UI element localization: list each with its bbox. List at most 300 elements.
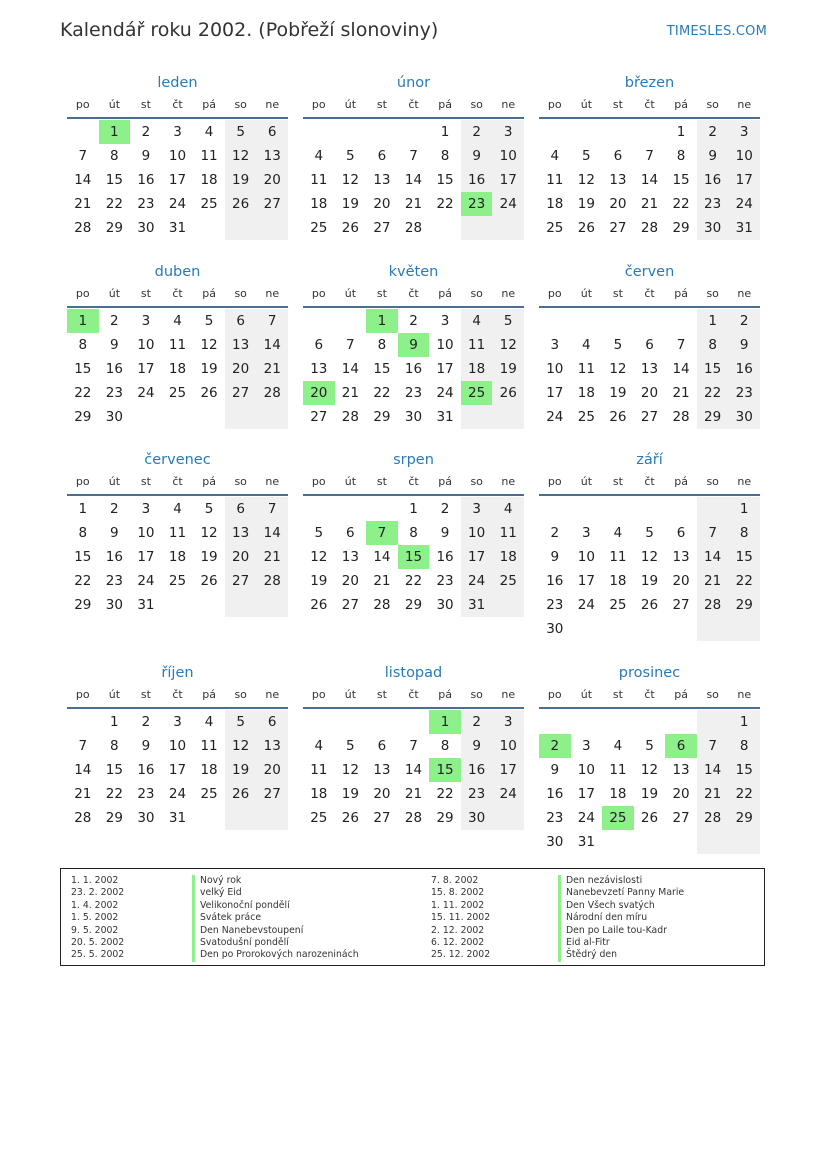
day-cell[interactable]: 6 [676, 525, 686, 541]
day-cell[interactable]: 5 [225, 120, 257, 144]
day-cell[interactable]: 26 [341, 220, 359, 236]
day-cell[interactable]: 7 [409, 738, 418, 754]
day-cell[interactable]: 25 [310, 220, 328, 236]
day-cell[interactable]: 8 [377, 337, 387, 353]
day-cell[interactable]: 27 [609, 220, 627, 236]
day-cell[interactable]: 22 [373, 385, 391, 401]
day-cell[interactable]: 11 [168, 525, 187, 541]
day-cell[interactable]: 12 [577, 172, 595, 188]
day-cell[interactable]: 18 [492, 545, 524, 569]
day-cell[interactable]: 3 [582, 525, 591, 541]
day-cell[interactable]: 26 [492, 381, 524, 405]
day-cell[interactable]: 17 [168, 762, 187, 778]
day-cell[interactable]: 5 [314, 525, 324, 541]
day-cell[interactable]: 27 [672, 597, 690, 613]
day-cell[interactable]: 7 [78, 148, 88, 164]
day-cell[interactable]: 15 [429, 758, 461, 782]
day-cell[interactable]: 8 [440, 148, 450, 164]
day-cell[interactable]: 12 [310, 549, 328, 565]
day-cell[interactable]: 5 [582, 148, 591, 164]
day-cell[interactable]: 1 [728, 710, 760, 734]
day-cell[interactable]: 22 [436, 196, 454, 212]
day-cell[interactable]: 11 [461, 333, 493, 357]
day-cell[interactable]: 9 [141, 738, 151, 754]
day-cell[interactable]: 2 [110, 501, 119, 517]
day-cell[interactable]: 6 [225, 497, 257, 521]
day-cell[interactable]: 5 [613, 337, 623, 353]
day-cell[interactable]: 21 [404, 196, 423, 212]
day-cell[interactable]: 20 [373, 786, 391, 802]
day-cell[interactable]: 22 [672, 196, 690, 212]
day-cell[interactable]: 31 [436, 409, 454, 425]
day-cell[interactable]: 7 [676, 337, 686, 353]
day-cell[interactable]: 27 [341, 597, 359, 613]
day-cell[interactable]: 6 [256, 120, 288, 144]
day-cell[interactable]: 26 [310, 597, 328, 613]
day-cell[interactable]: 9 [550, 549, 560, 565]
day-cell[interactable]: 28 [256, 569, 288, 593]
day-cell[interactable]: 2 [440, 501, 450, 517]
day-cell[interactable]: 21 [256, 545, 288, 569]
day-cell[interactable]: 17 [492, 168, 524, 192]
day-cell[interactable]: 21 [256, 357, 288, 381]
day-cell[interactable]: 2 [550, 525, 560, 541]
day-cell[interactable]: 23 [137, 196, 155, 212]
day-cell[interactable]: 23 [461, 192, 493, 216]
day-cell[interactable]: 15 [74, 361, 92, 377]
day-cell[interactable]: 17 [436, 361, 454, 377]
day-cell[interactable]: 26 [577, 220, 595, 236]
day-cell[interactable]: 28 [640, 220, 659, 236]
day-cell[interactable]: 28 [697, 806, 729, 830]
day-cell[interactable]: 30 [137, 220, 155, 236]
day-cell[interactable]: 1 [697, 309, 729, 333]
day-cell[interactable]: 19 [225, 758, 257, 782]
day-cell[interactable]: 28 [697, 593, 729, 617]
day-cell[interactable]: 13 [373, 172, 391, 188]
day-cell[interactable]: 23 [105, 573, 123, 589]
day-cell[interactable]: 19 [200, 549, 218, 565]
day-cell[interactable]: 15 [105, 762, 123, 778]
day-cell[interactable]: 26 [200, 385, 218, 401]
day-cell[interactable]: 6 [377, 148, 387, 164]
day-cell[interactable]: 16 [461, 168, 493, 192]
day-cell[interactable]: 16 [105, 361, 123, 377]
day-cell[interactable]: 30 [137, 810, 155, 826]
day-cell[interactable]: 11 [609, 549, 627, 565]
day-cell[interactable]: 30 [697, 216, 729, 240]
day-cell[interactable]: 4 [492, 497, 524, 521]
day-cell[interactable]: 23 [461, 782, 493, 806]
day-cell[interactable]: 3 [582, 738, 591, 754]
day-cell[interactable]: 27 [373, 810, 391, 826]
day-cell[interactable]: 25 [577, 409, 595, 425]
day-cell[interactable]: 19 [310, 573, 328, 589]
day-cell[interactable]: 26 [225, 782, 257, 806]
day-cell[interactable]: 28 [256, 381, 288, 405]
day-cell[interactable]: 3 [461, 497, 493, 521]
day-cell[interactable]: 29 [728, 806, 760, 830]
day-cell[interactable]: 8 [728, 734, 760, 758]
day-cell[interactable]: 20 [303, 381, 335, 405]
day-cell[interactable]: 25 [461, 381, 493, 405]
day-cell[interactable]: 1 [409, 501, 418, 517]
day-cell[interactable]: 24 [728, 192, 760, 216]
day-cell[interactable]: 22 [436, 786, 454, 802]
day-cell[interactable]: 20 [672, 786, 690, 802]
day-cell[interactable]: 10 [137, 525, 155, 541]
day-cell[interactable]: 5 [346, 148, 355, 164]
day-cell[interactable]: 17 [577, 786, 595, 802]
day-cell[interactable]: 10 [436, 337, 454, 353]
day-cell[interactable]: 14 [404, 172, 423, 188]
day-cell[interactable]: 4 [173, 313, 182, 329]
day-cell[interactable]: 7 [346, 337, 355, 353]
day-cell[interactable]: 23 [697, 192, 729, 216]
day-cell[interactable]: 9 [461, 144, 493, 168]
day-cell[interactable]: 11 [492, 521, 524, 545]
day-cell[interactable]: 25 [492, 569, 524, 593]
day-cell[interactable]: 23 [436, 573, 454, 589]
day-cell[interactable]: 11 [200, 738, 218, 754]
day-cell[interactable]: 3 [728, 120, 760, 144]
day-cell[interactable]: 8 [110, 738, 119, 754]
day-cell[interactable]: 22 [105, 786, 123, 802]
day-cell[interactable]: 12 [225, 734, 257, 758]
day-cell[interactable]: 15 [105, 172, 123, 188]
day-cell[interactable]: 13 [672, 762, 690, 778]
day-cell[interactable]: 13 [256, 144, 288, 168]
day-cell[interactable]: 21 [640, 196, 659, 212]
day-cell[interactable]: 10 [168, 148, 187, 164]
day-cell[interactable]: 19 [577, 196, 595, 212]
day-cell[interactable]: 7 [366, 521, 398, 545]
day-cell[interactable]: 18 [200, 762, 218, 778]
day-cell[interactable]: 9 [550, 762, 560, 778]
day-cell[interactable]: 23 [105, 385, 123, 401]
day-cell[interactable]: 7 [256, 497, 288, 521]
day-cell[interactable]: 1 [366, 309, 398, 333]
day-cell[interactable]: 3 [141, 501, 151, 517]
day-cell[interactable]: 12 [200, 337, 218, 353]
day-cell[interactable]: 14 [697, 545, 729, 569]
day-cell[interactable]: 4 [613, 525, 623, 541]
day-cell[interactable]: 24 [577, 597, 595, 613]
day-cell[interactable]: 28 [404, 220, 423, 236]
day-cell[interactable]: 6 [377, 738, 387, 754]
day-cell[interactable]: 10 [492, 734, 524, 758]
day-cell[interactable]: 8 [697, 333, 729, 357]
day-cell[interactable]: 26 [225, 192, 257, 216]
day-cell[interactable]: 22 [105, 196, 123, 212]
day-cell[interactable]: 20 [341, 573, 359, 589]
day-cell[interactable]: 8 [676, 148, 686, 164]
day-cell[interactable]: 18 [609, 573, 627, 589]
day-cell[interactable]: 31 [168, 220, 187, 236]
day-cell[interactable]: 22 [697, 381, 729, 405]
day-cell[interactable]: 21 [74, 786, 92, 802]
day-cell[interactable]: 23 [728, 381, 760, 405]
day-cell[interactable]: 13 [341, 549, 359, 565]
day-cell[interactable]: 24 [577, 810, 595, 826]
day-cell[interactable]: 13 [256, 734, 288, 758]
day-cell[interactable]: 24 [461, 569, 493, 593]
day-cell[interactable]: 4 [173, 501, 182, 517]
day-cell[interactable]: 9 [398, 333, 430, 357]
day-cell[interactable]: 10 [728, 144, 760, 168]
day-cell[interactable]: 4 [550, 148, 560, 164]
day-cell[interactable]: 19 [640, 573, 659, 589]
day-cell[interactable]: 7 [697, 521, 729, 545]
day-cell[interactable]: 14 [404, 762, 423, 778]
day-cell[interactable]: 23 [404, 385, 423, 401]
day-cell[interactable]: 12 [609, 361, 627, 377]
day-cell[interactable]: 28 [672, 409, 690, 425]
day-cell[interactable]: 28 [341, 409, 359, 425]
day-cell[interactable]: 25 [310, 810, 328, 826]
day-cell[interactable]: 18 [200, 172, 218, 188]
day-cell[interactable]: 27 [672, 810, 690, 826]
day-cell[interactable]: 19 [341, 786, 359, 802]
day-cell[interactable]: 5 [204, 501, 214, 517]
day-cell[interactable]: 3 [141, 313, 151, 329]
day-cell[interactable]: 15 [398, 545, 430, 569]
day-cell[interactable]: 20 [640, 385, 659, 401]
day-cell[interactable]: 10 [461, 521, 493, 545]
day-cell[interactable]: 31 [577, 834, 595, 850]
day-cell[interactable]: 22 [74, 573, 92, 589]
day-cell[interactable]: 10 [492, 144, 524, 168]
day-cell[interactable]: 27 [256, 192, 288, 216]
day-cell[interactable]: 13 [672, 549, 690, 565]
day-cell[interactable]: 13 [609, 172, 627, 188]
day-cell[interactable]: 28 [74, 810, 92, 826]
day-cell[interactable]: 8 [110, 148, 119, 164]
day-cell[interactable]: 14 [672, 361, 690, 377]
day-cell[interactable]: 18 [168, 361, 187, 377]
day-cell[interactable]: 17 [168, 172, 187, 188]
day-cell[interactable]: 19 [609, 385, 627, 401]
day-cell[interactable]: 16 [436, 549, 454, 565]
day-cell[interactable]: 17 [577, 573, 595, 589]
day-cell[interactable]: 12 [640, 549, 659, 565]
day-cell[interactable]: 10 [577, 549, 595, 565]
day-cell[interactable]: 7 [256, 309, 288, 333]
day-cell[interactable]: 1 [728, 497, 760, 521]
day-cell[interactable]: 2 [461, 120, 493, 144]
day-cell[interactable]: 17 [137, 361, 155, 377]
day-cell[interactable]: 22 [404, 573, 423, 589]
day-cell[interactable]: 27 [640, 409, 659, 425]
day-cell[interactable]: 2 [697, 120, 729, 144]
day-cell[interactable]: 6 [613, 148, 623, 164]
day-cell[interactable]: 21 [672, 385, 690, 401]
day-cell[interactable]: 11 [310, 172, 328, 188]
day-cell[interactable]: 29 [74, 597, 92, 613]
day-cell[interactable]: 28 [404, 810, 423, 826]
day-cell[interactable]: 14 [341, 361, 359, 377]
day-cell[interactable]: 6 [665, 734, 697, 758]
day-cell[interactable]: 18 [310, 196, 328, 212]
day-cell[interactable]: 1 [440, 124, 450, 140]
day-cell[interactable]: 21 [373, 573, 391, 589]
day-cell[interactable]: 14 [74, 762, 92, 778]
day-cell[interactable]: 20 [256, 758, 288, 782]
day-cell[interactable]: 25 [609, 597, 627, 613]
day-cell[interactable]: 4 [613, 738, 623, 754]
day-cell[interactable]: 18 [577, 385, 595, 401]
brand-link[interactable]: TIMESLES.COM [666, 24, 767, 39]
day-cell[interactable]: 2 [141, 124, 151, 140]
day-cell[interactable]: 1 [78, 501, 88, 517]
day-cell[interactable]: 11 [609, 762, 627, 778]
day-cell[interactable]: 29 [436, 810, 454, 826]
day-cell[interactable]: 30 [105, 409, 123, 425]
day-cell[interactable]: 15 [728, 758, 760, 782]
day-cell[interactable]: 10 [546, 361, 564, 377]
day-cell[interactable]: 25 [200, 196, 218, 212]
day-cell[interactable]: 16 [546, 573, 564, 589]
day-cell[interactable]: 3 [492, 120, 524, 144]
day-cell[interactable]: 21 [697, 569, 729, 593]
day-cell[interactable]: 23 [546, 810, 564, 826]
day-cell[interactable]: 8 [409, 525, 418, 541]
day-cell[interactable]: 13 [225, 333, 257, 357]
day-cell[interactable]: 7 [78, 738, 88, 754]
day-cell[interactable]: 8 [440, 738, 450, 754]
day-cell[interactable]: 14 [697, 758, 729, 782]
day-cell[interactable]: 23 [137, 786, 155, 802]
day-cell[interactable]: 21 [404, 786, 423, 802]
day-cell[interactable]: 12 [225, 144, 257, 168]
day-cell[interactable]: 8 [728, 521, 760, 545]
day-cell[interactable]: 17 [137, 549, 155, 565]
day-cell[interactable]: 11 [577, 361, 595, 377]
day-cell[interactable]: 18 [609, 786, 627, 802]
day-cell[interactable]: 9 [440, 525, 450, 541]
day-cell[interactable]: 19 [225, 168, 257, 192]
day-cell[interactable]: 13 [373, 762, 391, 778]
day-cell[interactable]: 26 [341, 810, 359, 826]
day-cell[interactable]: 4 [461, 309, 493, 333]
day-cell[interactable]: 24 [546, 409, 564, 425]
day-cell[interactable]: 16 [461, 758, 493, 782]
day-cell[interactable]: 24 [492, 782, 524, 806]
day-cell[interactable]: 15 [74, 549, 92, 565]
day-cell[interactable]: 9 [461, 734, 493, 758]
day-cell[interactable]: 1 [67, 309, 99, 333]
day-cell[interactable]: 19 [492, 357, 524, 381]
day-cell[interactable]: 22 [728, 569, 760, 593]
day-cell[interactable]: 2 [110, 313, 119, 329]
day-cell[interactable]: 25 [546, 220, 564, 236]
day-cell[interactable]: 1 [110, 714, 119, 730]
day-cell[interactable]: 21 [697, 782, 729, 806]
day-cell[interactable]: 10 [168, 738, 187, 754]
day-cell[interactable]: 4 [314, 148, 324, 164]
day-cell[interactable]: 14 [256, 521, 288, 545]
day-cell[interactable]: 5 [204, 313, 214, 329]
day-cell[interactable]: 25 [168, 573, 187, 589]
day-cell[interactable]: 24 [137, 573, 155, 589]
day-cell[interactable]: 27 [310, 409, 328, 425]
day-cell[interactable]: 9 [110, 525, 119, 541]
day-cell[interactable]: 27 [225, 381, 257, 405]
day-cell[interactable]: 11 [546, 172, 564, 188]
day-cell[interactable]: 30 [728, 405, 760, 429]
day-cell[interactable]: 9 [141, 148, 151, 164]
day-cell[interactable]: 16 [105, 549, 123, 565]
day-cell[interactable]: 14 [74, 172, 92, 188]
day-cell[interactable]: 7 [409, 148, 418, 164]
day-cell[interactable]: 17 [461, 545, 493, 569]
day-cell[interactable]: 20 [373, 196, 391, 212]
day-cell[interactable]: 19 [341, 196, 359, 212]
day-cell[interactable]: 6 [256, 710, 288, 734]
day-cell[interactable]: 22 [74, 385, 92, 401]
day-cell[interactable]: 30 [546, 834, 564, 850]
day-cell[interactable]: 28 [74, 220, 92, 236]
day-cell[interactable]: 16 [137, 172, 155, 188]
day-cell[interactable]: 27 [373, 220, 391, 236]
day-cell[interactable]: 30 [546, 621, 564, 637]
day-cell[interactable]: 1 [429, 710, 461, 734]
day-cell[interactable]: 16 [137, 762, 155, 778]
day-cell[interactable]: 28 [373, 597, 391, 613]
day-cell[interactable]: 10 [577, 762, 595, 778]
day-cell[interactable]: 6 [314, 337, 324, 353]
day-cell[interactable]: 25 [602, 806, 634, 830]
day-cell[interactable]: 1 [99, 120, 131, 144]
day-cell[interactable]: 29 [697, 405, 729, 429]
day-cell[interactable]: 31 [728, 216, 760, 240]
day-cell[interactable]: 16 [728, 357, 760, 381]
day-cell[interactable]: 8 [78, 525, 88, 541]
day-cell[interactable]: 1 [676, 124, 686, 140]
day-cell[interactable]: 15 [728, 545, 760, 569]
day-cell[interactable]: 29 [373, 409, 391, 425]
day-cell[interactable]: 10 [137, 337, 155, 353]
day-cell[interactable]: 13 [225, 521, 257, 545]
day-cell[interactable]: 22 [728, 782, 760, 806]
day-cell[interactable]: 15 [436, 172, 454, 188]
day-cell[interactable]: 9 [110, 337, 119, 353]
day-cell[interactable]: 4 [314, 738, 324, 754]
day-cell[interactable]: 21 [341, 385, 359, 401]
day-cell[interactable]: 30 [404, 409, 423, 425]
day-cell[interactable]: 24 [168, 196, 187, 212]
day-cell[interactable]: 29 [105, 220, 123, 236]
day-cell[interactable]: 12 [492, 333, 524, 357]
day-cell[interactable]: 25 [168, 385, 187, 401]
day-cell[interactable]: 31 [461, 593, 493, 617]
day-cell[interactable]: 3 [173, 124, 182, 140]
day-cell[interactable]: 15 [672, 172, 690, 188]
day-cell[interactable]: 3 [173, 714, 182, 730]
day-cell[interactable]: 2 [539, 734, 571, 758]
day-cell[interactable]: 5 [492, 309, 524, 333]
day-cell[interactable]: 27 [256, 782, 288, 806]
day-cell[interactable]: 18 [168, 549, 187, 565]
day-cell[interactable]: 19 [640, 786, 659, 802]
day-cell[interactable]: 27 [225, 569, 257, 593]
day-cell[interactable]: 16 [546, 786, 564, 802]
day-cell[interactable]: 17 [492, 758, 524, 782]
day-cell[interactable]: 4 [204, 124, 214, 140]
day-cell[interactable]: 12 [341, 762, 359, 778]
day-cell[interactable]: 11 [200, 148, 218, 164]
day-cell[interactable]: 31 [168, 810, 187, 826]
